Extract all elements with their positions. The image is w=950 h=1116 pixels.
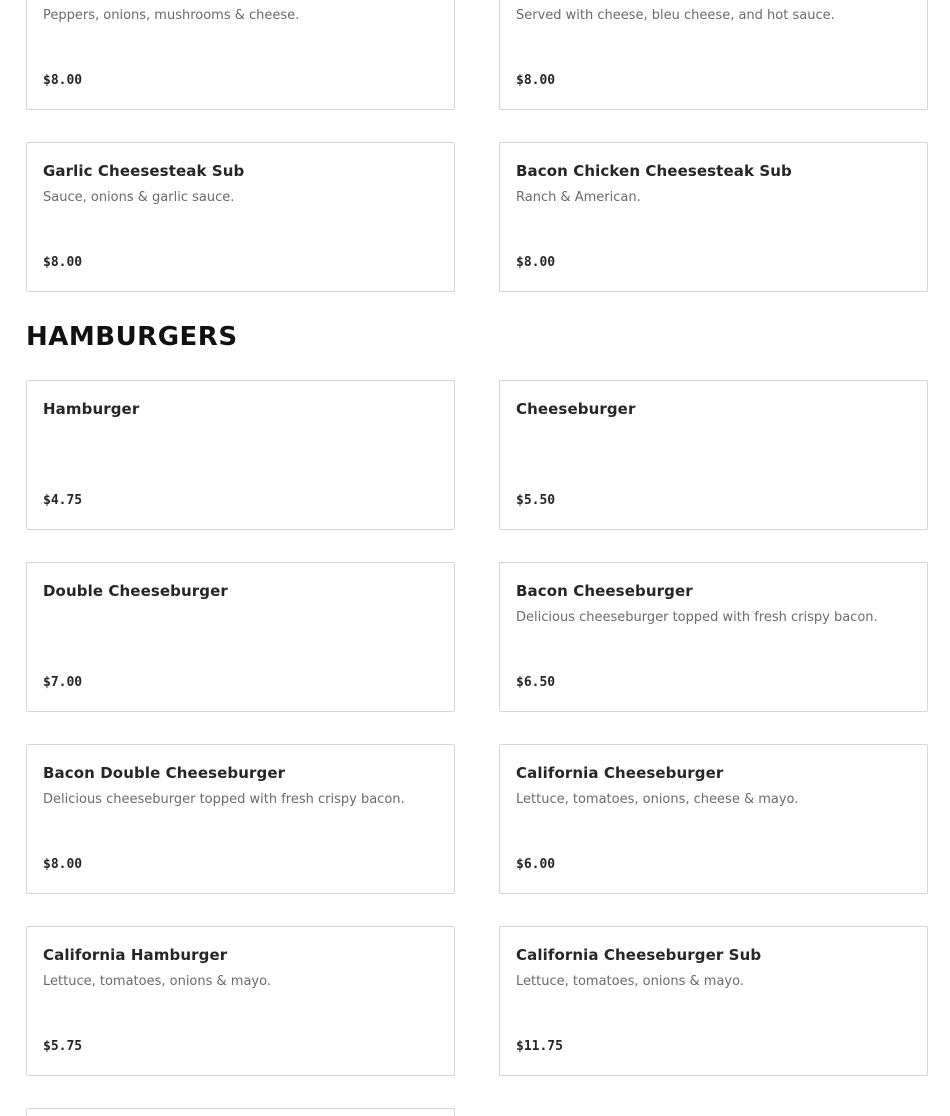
item-description: Delicious cheeseburger topped with fresh crispy bacon.	[516, 610, 878, 625]
item-price: $6.50	[516, 675, 556, 690]
menu-item-card[interactable]	[499, 142, 928, 292]
item-price: $7.00	[43, 675, 83, 690]
item-price: $8.00	[43, 857, 83, 872]
item-name: Bacon Cheeseburger	[516, 582, 693, 600]
menu-item-card[interactable]	[499, 0, 928, 110]
item-description: Delicious cheeseburger topped with fresh crispy bacon.	[43, 792, 405, 807]
item-description: Lettuce, tomatoes, onions & mayo.	[43, 974, 271, 989]
item-description: Ranch & American.	[516, 190, 641, 205]
item-description: Lettuce, tomatoes, onions, cheese & mayo.	[516, 792, 799, 807]
menu-item-card[interactable]	[26, 562, 455, 712]
menu-item-card[interactable]	[26, 744, 455, 894]
item-description: Peppers, onions, mushrooms & cheese.	[43, 8, 300, 23]
item-price: $4.75	[43, 493, 83, 508]
menu-item-card[interactable]	[26, 380, 455, 530]
subs-item-grid	[26, 0, 928, 292]
hamburgers-item-grid	[26, 380, 928, 1116]
item-description: Lettuce, tomatoes, onions & mayo.	[516, 974, 744, 989]
section-title-hamburgers: HAMBURGERS	[26, 322, 238, 352]
item-price: $5.50	[516, 493, 556, 508]
menu-item-card[interactable]	[499, 380, 928, 530]
menu-item-card[interactable]	[26, 142, 455, 292]
menu-item-card[interactable]	[26, 1108, 455, 1116]
item-name: California Hamburger	[43, 946, 228, 964]
item-name: Double Cheeseburger	[43, 582, 228, 600]
menu-item-card[interactable]	[499, 562, 928, 712]
item-name: Bacon Chicken Cheesesteak Sub	[516, 162, 792, 180]
menu-item-card[interactable]	[26, 0, 455, 110]
item-name: California Cheeseburger	[516, 764, 724, 782]
item-price: $8.00	[516, 73, 556, 88]
item-name: Garlic Cheesesteak Sub	[43, 162, 245, 180]
menu-item-card[interactable]	[26, 926, 455, 1076]
item-price: $11.75	[516, 1039, 563, 1054]
menu-item-card[interactable]	[499, 926, 928, 1076]
item-price: $8.00	[43, 73, 83, 88]
item-price: $5.75	[43, 1039, 83, 1054]
item-name: Hamburger	[43, 400, 140, 418]
item-price: $8.00	[516, 255, 556, 270]
item-name: Bacon Double Cheeseburger	[43, 764, 286, 782]
item-name: California Cheeseburger Sub	[516, 946, 762, 964]
item-name: Cheeseburger	[516, 400, 636, 418]
item-description: Sauce, onions & garlic sauce.	[43, 190, 235, 205]
item-price: $6.00	[516, 857, 556, 872]
item-price: $8.00	[43, 255, 83, 270]
menu-item-card[interactable]	[499, 744, 928, 894]
item-description: Served with cheese, bleu cheese, and hot sauce.	[516, 8, 835, 23]
